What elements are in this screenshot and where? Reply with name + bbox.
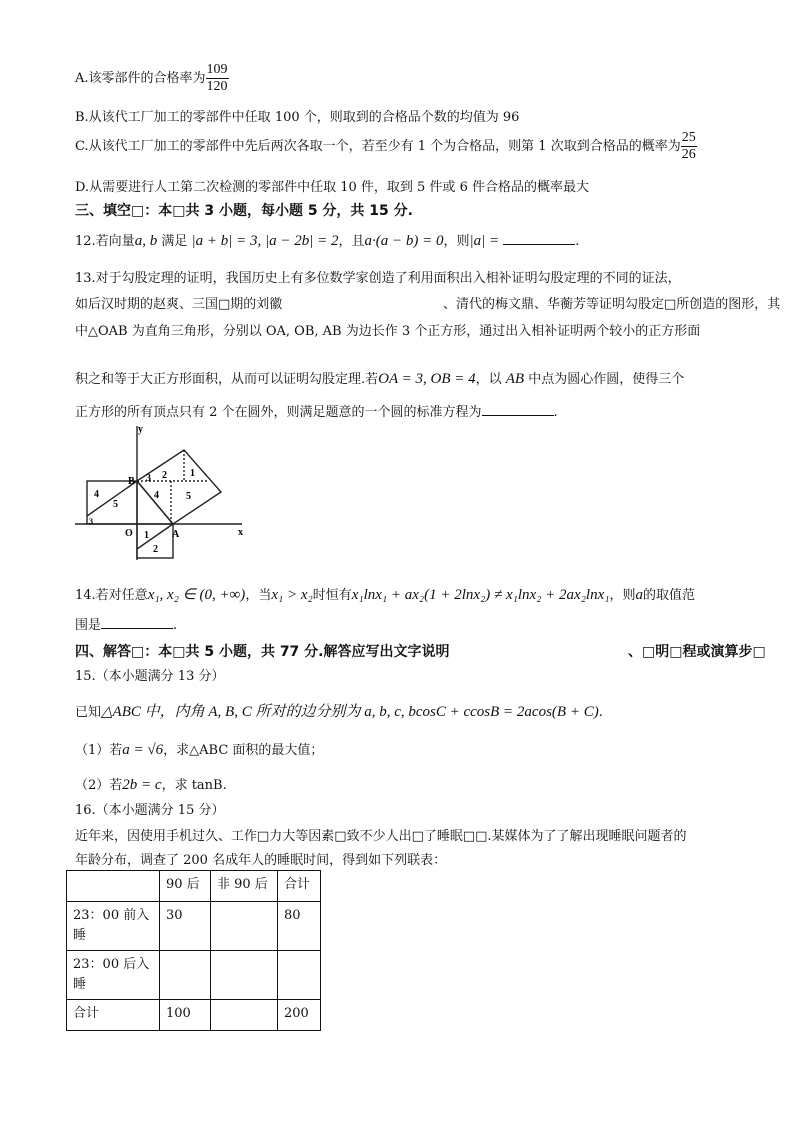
question-12: [75, 230, 579, 250]
table-cell: [211, 902, 278, 951]
region-label: 5: [186, 491, 191, 502]
q-text: ，则: [443, 234, 470, 249]
formula: OA = 3, OB = 4: [378, 371, 476, 387]
q-text: 14.若对任意: [75, 588, 148, 603]
q-text: （1）若: [75, 743, 123, 758]
contingency-table: [66, 870, 321, 1031]
formula: x₁ > x₂: [271, 587, 313, 603]
q15-part1: [75, 739, 323, 759]
q-text: 12.若向量: [75, 234, 135, 249]
q16-line: 年龄分布，调查了 200 名成年人的睡眠时间，得到如下列联表：: [75, 853, 447, 868]
q-text: 中点为圆心作圆，使得三个: [528, 372, 685, 387]
q13-line: [75, 368, 684, 388]
option-c-text: C.从该代工厂加工的零部件中先后两次各取一个，若至少有 1 个为合格品，则第 1 次取到合格品的概率为: [75, 139, 681, 154]
formula: a: [635, 587, 643, 603]
denominator: 120: [206, 79, 228, 94]
figure-label-y: y: [138, 424, 143, 435]
region-label: 3: [146, 473, 151, 484]
q-text: ，求 tanB.: [161, 778, 227, 793]
table-cell: [211, 1000, 278, 1031]
formula: 2b = c: [122, 777, 162, 793]
formula: AB: [505, 371, 525, 387]
q-text: （2）若: [75, 778, 123, 793]
q-text: 已知: [75, 705, 102, 720]
table-cell: [160, 951, 211, 1000]
table-row: [67, 902, 321, 951]
section-3-heading: 三、填空□：本□共 3 小题，每小题 5 分，共 15 分.: [75, 203, 413, 219]
q13-line: 中△OAB 为直角三角形，分别以 OA, OB, AB 为边长作 3 个正方形，通过出入相补证明两个较小的正方形面: [75, 324, 701, 339]
numerator: 25: [681, 130, 696, 145]
formula: a = √6: [122, 742, 164, 758]
q-text: 的取值范: [642, 588, 695, 603]
q15-stem: [75, 700, 603, 721]
table-cell: 100: [160, 1000, 211, 1031]
answer-blank[interactable]: [101, 616, 173, 629]
q-text: ，求△ABC 面积的最大值；: [163, 743, 324, 758]
numerator: 109: [206, 62, 228, 77]
figure-label-B: B: [128, 476, 135, 487]
table-cell: 200: [278, 1000, 321, 1031]
q13-line: 13.对于勾股定理的证明，我国历史上有多位数学家创造了利用面积出入相补证明勾股定理的不同的证法，: [75, 271, 681, 286]
formula: x₁lnx₁ + ax₂(1 + 2lnx₂) ≠ x₁lnx₂ + 2ax₂lnx₁: [351, 587, 610, 603]
table-cell: [278, 951, 321, 1000]
q-text: 时恒有: [312, 588, 352, 603]
q-text: 满足: [157, 234, 188, 249]
header-cell: 非 90 后: [211, 871, 278, 902]
q-text: ，以: [475, 372, 502, 387]
region-label: 3: [89, 517, 93, 526]
q13-line: [75, 401, 558, 420]
formula: a, b: [134, 233, 158, 249]
section-4-heading-cont: 、□明□程或演算步□: [628, 644, 766, 660]
option-c: [75, 130, 697, 163]
q13-line: 、清代的梅文鼎、华蘅芳等证明勾股定□所创造的图形，其: [443, 297, 781, 312]
region-label: 1: [190, 468, 195, 479]
q13-line: [75, 293, 282, 312]
q-text: ，则: [609, 588, 636, 603]
q15-part2: [75, 774, 227, 794]
formula: a·(a − b) = 0: [364, 233, 444, 249]
table-cell: 23：00 前入睡: [67, 902, 160, 951]
table-row: [67, 951, 321, 1000]
formula: |a| =: [469, 233, 500, 249]
table-row: [67, 1000, 321, 1031]
figure-label-O: O: [125, 528, 133, 539]
region-label: 4: [154, 490, 159, 501]
region-label: 2: [162, 470, 167, 481]
q-text: 正方形的所有顶点只有 2 个在圆外，则满足题意的一个圆的标准方程为: [75, 405, 482, 420]
table-header-row: [67, 871, 321, 902]
denominator: 26: [681, 147, 696, 162]
header-cell: [67, 871, 160, 902]
table-cell: 80: [278, 902, 321, 951]
pythagorean-figure: [70, 420, 250, 565]
q15-title: 15.（本小题满分 13 分）: [75, 669, 225, 684]
q14-line2: [75, 614, 177, 633]
table-cell: 合计: [67, 1000, 160, 1031]
q-text: 如后汉时期的赵爽、三国□期的刘徽: [75, 297, 283, 312]
formula: △ABC 中，内角 A, B, C 所对的边分别为 a, b, c, bcosC + ccosB = 2acos(B + C): [101, 704, 599, 720]
q-text: ，且: [338, 234, 365, 249]
table-cell: 23：00 后入睡: [67, 951, 160, 1000]
formula: x₁, x₂ ∈ (0, +∞): [147, 587, 246, 603]
option-a: [75, 62, 229, 95]
option-b: B.从该代工厂加工的零部件中任取 100 个，则取到的合格品个数的均值为 96: [75, 110, 520, 125]
fraction: [681, 130, 697, 163]
formula: |a + b| = 3, |a − 2b| = 2: [191, 233, 339, 249]
fraction: [206, 62, 229, 95]
table-cell: 30: [160, 902, 211, 951]
region-label: 1: [144, 530, 149, 541]
table-cell: [211, 951, 278, 1000]
option-d: D.从需要进行人工第二次检测的零部件中任取 10 件，取到 5 件或 6 件合格品的概率最大: [75, 180, 589, 195]
region-label: 2: [153, 544, 158, 555]
figure-label-A: A: [172, 529, 180, 540]
q16-title: 16.（本小题满分 15 分）: [75, 803, 225, 818]
q-text: .: [598, 705, 603, 720]
figure-label-x: x: [238, 527, 243, 538]
option-a-text: A.该零部件的合格率为: [75, 71, 206, 86]
q-text: ，当: [245, 588, 272, 603]
answer-blank[interactable]: [482, 403, 554, 416]
header-cell: 90 后: [160, 871, 211, 902]
q16-line: 近年来，因使用手机过久、工作□力大等因素□致不少人出□了睡眠□□.某媒体为了了解出现睡眠问题者的: [75, 829, 687, 844]
header-cell: 合计: [278, 871, 321, 902]
region-label: 5: [113, 499, 118, 510]
q-text: 围是: [75, 618, 102, 633]
q-text: 积之和等于大正方形面积，从而可以证明勾股定理.若: [75, 372, 379, 387]
q-text: .: [173, 618, 178, 633]
answer-blank[interactable]: [503, 232, 575, 245]
q-text: .: [553, 405, 558, 420]
q-text: .: [575, 234, 580, 249]
region-label: 4: [94, 489, 99, 500]
section-4-heading: 四、解答□：本□共 5 小题，共 77 分.解答应写出文字说明: [75, 644, 450, 660]
question-14: [75, 584, 695, 604]
